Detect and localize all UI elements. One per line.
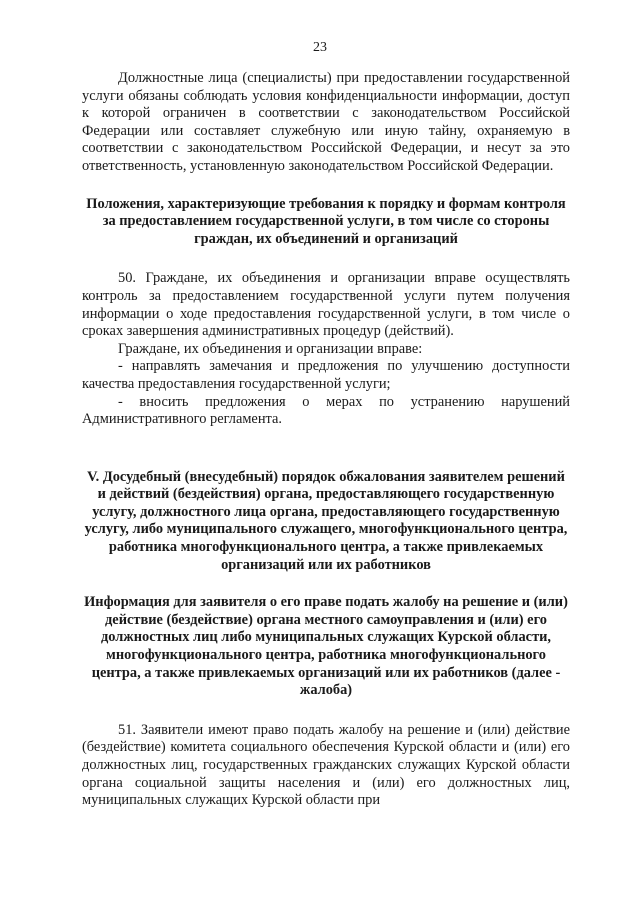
paragraph-50-rights: Граждане, их объединения и организации вправе:: [118, 340, 423, 357]
paragraph-51: 51. Заявители имеют право подать жалобу на решение и (или) действие (бездействие) комитета социального обеспечения Курской области и (или) его должностных лиц, государственных гражданских служащих Курской области органа социальной защиты населения и (или) его должностных лиц, муниципальных служащих Курской области при: [82, 721, 570, 809]
heading-complaint-info: Информация для заявителя о его праве подать жалобу на решение и (или) действие (бездействие) органа местного самоуправления и (или) его должностных лиц либо муниципальных служащих Курской области, многофункционального центра, работника многофункционального центра, а также привлекаемых организаций или их работников (далее - жалоба): [84, 594, 568, 699]
paragraph-50-item-2: - вносить предложения о мерах по устранению нарушений Административного регламента.: [82, 393, 570, 428]
page-number: 23: [313, 40, 327, 55]
paragraph-50-item-1: - направлять замечания и предложения по улучшению доступности качества предоставления государственной услуги;: [82, 358, 570, 392]
document-body: [82, 70, 570, 810]
paragraph-50: 50. Граждане, их объединения и организации вправе осуществлять контроль за предоставлением государственной услуги путем получения информации о ходе предоставления государственной услуги, в том числе о сроках завершения административных процедур (действий).: [82, 270, 570, 340]
paragraph-confidentiality: Должностные лица (специалисты) при предоставлении государственной услуги обязаны соблюдать условия конфиденциальности информации, доступ к которой ограничен в соответствии с законодательством Российской Федерации или составляет служебную или иную тайну, охраняемую в соответствии с законодательством Российской Федерации, и несут за это ответственность, установленную законодательством Российской Федерации.: [82, 70, 570, 174]
heading-control-requirements: Положения, характеризующие требования к порядку и формам контроля за предоставлением государственной услуги, в том числе со стороны граждан, их объединений и организаций: [86, 195, 566, 247]
heading-section-5: V. Досудебный (внесудебный) порядок обжалования заявителем решений и действий (бездействия) органа, предоставляющего государственную услугу, должностного лица органа, предоставляющего государственную услугу, либо муниципального служащего, многофункционального центра, работника многофункционального центра, а также привлекаемых организаций или их работников: [84, 468, 568, 573]
